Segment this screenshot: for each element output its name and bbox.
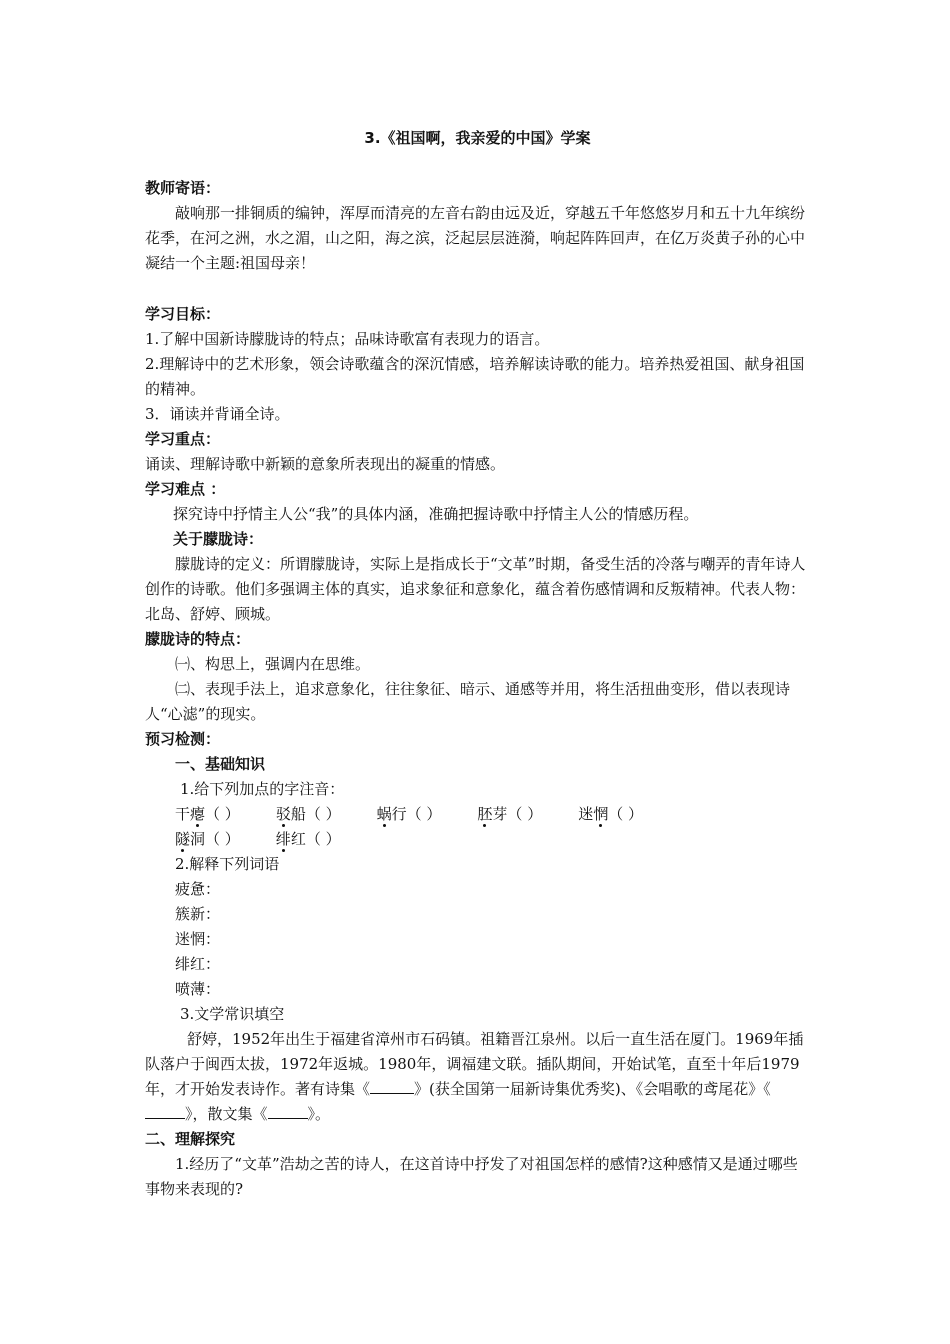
- difficulty-heading: 学习难点 ：: [145, 480, 226, 498]
- word-item: 喷薄：: [175, 980, 221, 998]
- teacher-msg-text: 敲响那一排铜质的编钟，浑厚而清亮的左音右韵由远及近，穿越五千年悠悠岁月和五十九年缤纷花季，在河之洲，水之湄，山之阳，海之滨，泛起层层涟漪，响起阵阵回声，在亿万炎黄子孙的心中凝结一个主题:祖国母亲！: [145, 204, 806, 272]
- pinyin-item: 驳船（ ）: [275, 805, 341, 823]
- about-heading: 关于朦胧诗：: [173, 530, 264, 548]
- basic-knowledge-heading: 一、基础知识: [175, 755, 266, 773]
- feature-item: ㈡、表现手法上，追求意象化，往往象征、暗示、通感等并用，将生活扭曲变形，借以表现诗人“心滤”的现实。: [145, 680, 791, 723]
- literature-fill-text: 舒婷，1952年出生于福建省漳州市石码镇。祖籍晋江泉州。以后一直生活在厦门。1969年插队落户于闽西太拔，1972年返城。1980年，调福建文联。插队期间，开始试笔，直至十年后1979年，才开始发表诗作。著有诗集《 》(获全国第一届新诗集优秀奖)、《会唱歌的鸢尾花》《》，散文集《 》。: [145, 1030, 804, 1123]
- question-2: 2.解释下列词语: [175, 855, 280, 873]
- goals-heading: 学习目标：: [145, 305, 221, 323]
- goal-item: 2.理解诗中的艺术形象，领会诗歌蕴含的深沉情感，培养解读诗歌的能力。培养热爱祖国、献身祖国的精神。: [145, 355, 805, 398]
- preview-heading: 预习检测：: [145, 730, 221, 748]
- fill-blank[interactable]: [370, 1078, 414, 1094]
- pinyin-item: 隧洞（ ）: [175, 830, 240, 848]
- word-item: 迷惘：: [175, 930, 221, 948]
- pinyin-row: [145, 827, 810, 852]
- difficulty-text: 探究诗中抒情主人公“我”的具体内涵，准确把握诗歌中抒情主人公的情感历程。: [173, 505, 699, 523]
- word-item: 簇新：: [175, 905, 221, 923]
- goal-item: 1.了解中国新诗朦胧诗的特点；品味诗歌富有表现力的语言。: [145, 330, 550, 348]
- word-item: 绯红：: [175, 955, 221, 973]
- explore-question-1: 1.经历了“文革”浩劫之苦的诗人，在这首诗中抒发了对祖国怎样的感情?这种感情又是通过哪些事物来表现的?: [145, 1155, 798, 1198]
- question-3: 3.文学常识填空: [180, 1005, 285, 1023]
- pinyin-item: 蜗行（ ）: [376, 805, 442, 823]
- about-text: 朦胧诗的定义：所谓朦胧诗，实际上是指成长于“文革”时期，备受生活的冷落与嘲弄的青年诗人创作的诗歌。他们多强调主体的真实，追求象征和意象化，蕴含着伤感情调和反叛精神。代表人物：北岛、舒婷、顾城。: [145, 555, 806, 623]
- question-1: 1.给下列加点的字注音：: [180, 780, 345, 798]
- key-text: 诵读、理解诗歌中新颖的意象所表现出的凝重的情感。: [145, 455, 506, 473]
- features-heading: 朦胧诗的特点：: [145, 630, 251, 648]
- spacer: [145, 276, 810, 302]
- pinyin-row: [145, 802, 810, 827]
- feature-item: ㈠、构思上，强调内在思维。: [175, 655, 371, 673]
- goal-item: 3．诵读并背诵全诗。: [145, 405, 290, 423]
- fill-blank[interactable]: [145, 1103, 185, 1119]
- teacher-msg-heading: 教师寄语：: [145, 179, 221, 197]
- word-item: 疲惫：: [175, 880, 221, 898]
- fill-blank[interactable]: [268, 1103, 308, 1119]
- key-heading: 学习重点：: [145, 430, 221, 448]
- document-page: [145, 128, 810, 1202]
- pinyin-item: 胚芽（ ）: [477, 805, 543, 823]
- pinyin-item: 干瘪（ ）: [175, 805, 240, 823]
- pinyin-item: 迷惘（ ）: [578, 805, 644, 823]
- explore-heading: 二、理解探究: [145, 1130, 236, 1148]
- pinyin-item: 绯红（ ）: [275, 830, 341, 848]
- page-title: 3.《祖国啊，我亲爱的中国》学案: [364, 129, 591, 147]
